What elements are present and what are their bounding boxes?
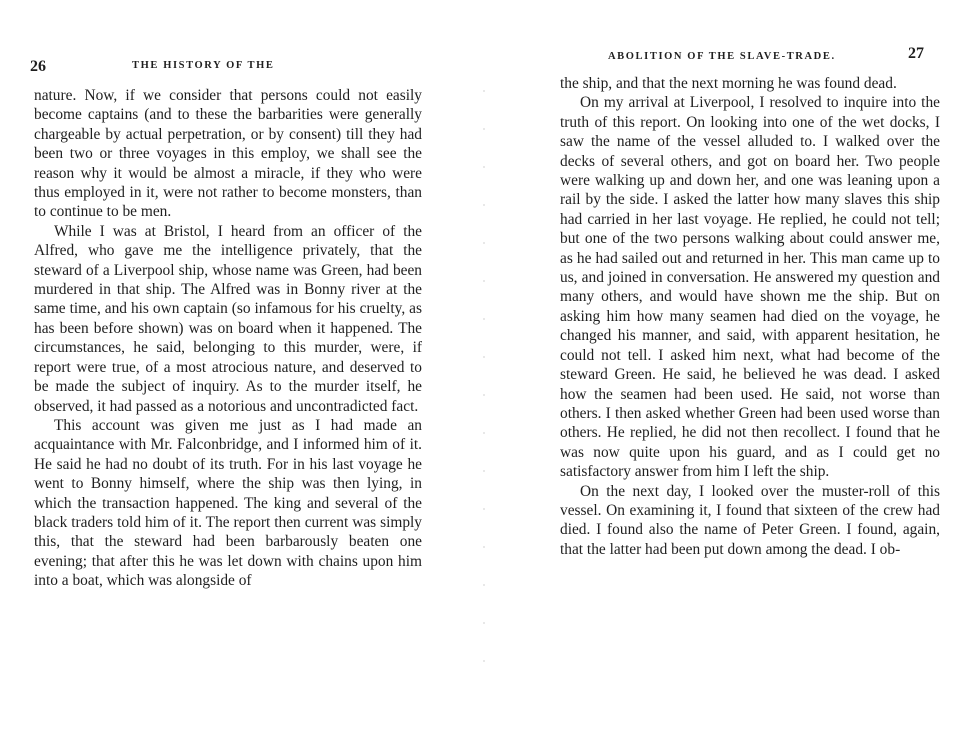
right-running-head: ABOLITION OF THE SLAVE-TRADE.	[608, 51, 836, 62]
paragraph: the ship, and that the next morning he was found dead.	[560, 75, 897, 92]
page-gutter	[483, 90, 485, 690]
right-page	[490, 0, 980, 742]
left-running-head: THE HISTORY OF THE	[132, 60, 275, 71]
paragraph: While I was at Bristol, I heard from an officer of the Alfred, who gave me the intelligence privately, that the steward of a Liverpool ship, whose name was Green, had been murdered in that ship. The Alfred was in Bonny river at the same time, and his own captain (so infamous for his cruelty, as has been before shown) was on board when it happened. The circumstances, he said, belonging to this murder, were, if report were true, of a most atrocious nature, and deserved to be made the subject of inquiry. As to the murder itself, he observed, it had passed as a notorious and uncontradicted fact.	[34, 222, 422, 415]
paragraph: nature. Now, if we consider that persons could not easily become captains (and to these the barbarities were generally chargeable by actual perpetration, or by consent) till they had been two or three voyages in this employ, we shall see the reason why it would be almost a miracle, if they who were thus employed in it, were not rather to become monsters, than to continue to be men.	[34, 87, 422, 221]
right-page-text	[560, 74, 940, 559]
left-page-number: 26	[30, 58, 46, 75]
left-page	[0, 0, 480, 742]
paragraph: On the next day, I looked over the muster-roll of this vessel. On examining it, I found that sixteen of the crew had died. I found also the name of Peter Green. I found, again, that the latter had been put down among the dead. I ob-	[560, 482, 940, 558]
right-page-number: 27	[908, 45, 924, 62]
left-page-text	[34, 86, 422, 591]
paragraph: On my arrival at Liverpool, I resolved to inquire into the truth of this report. On looking into one of the wet docks, I saw the name of the vessel alluded to. I walked over the decks of several others, and got on board her. Two people were walking up and down her, and one was leaning upon a rail by the side. I asked the latter how many slaves this ship had carried in her last voyage. He replied, he could not tell; but one of the two persons walking about could answer me, as he had sailed out and returned in her. This man came up to us, and joined in conversation. He answered my question and many others, and would have shown me the ship. But on asking him how many seamen had died on the voyage, he changed his manner, and said, with apparent hesitation, he could not tell. I asked him next, what had become of the steward Green. He said, he believed he was dead. I asked how the seamen had been used. He said, not worse than others. I then asked whether Green had been used worse than others. He replied, he did not then recollect. I found that he was now quite upon his guard, and as I could get no satisfactory answer from him I left the ship.	[560, 94, 940, 481]
paragraph: This account was given me just as I had made an acquaintance with Mr. Falconbridge, and I informed him of it. He said he had no doubt of its truth. For in his last voyage he went to Bonny himself, where the ship was then lying, in which the transaction happened. The king and several of the black traders told him of it. The report then current was simply this, that the steward had been barbarously beaten one evening; that after this he was let down with chains upon him into a boat, which was alongside of	[34, 416, 422, 590]
